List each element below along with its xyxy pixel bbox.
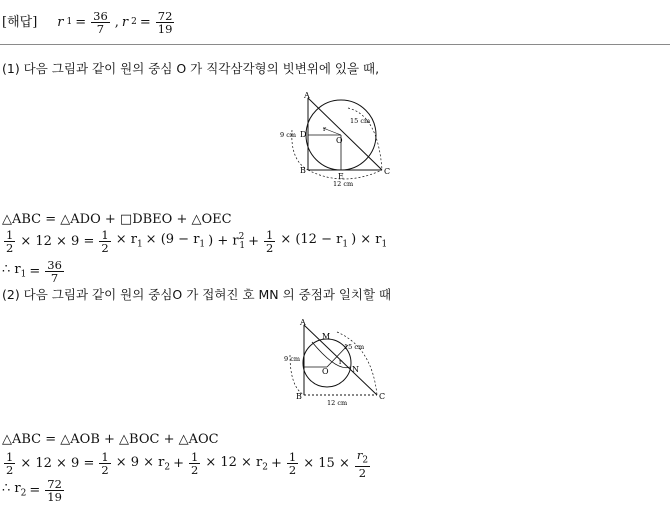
part2-label-b: B	[296, 392, 302, 401]
part2-equation-3: ∴ $r_2$ = $\frac{72}{19}$	[2, 477, 62, 505]
part2-label-c: C	[379, 392, 386, 401]
part1-label-ac: 15 cm	[350, 117, 371, 125]
part1-equation-3: ∴ $r_1$ = $\frac{36}{7}$	[2, 258, 62, 286]
part1-equation-1: △ABC = △ADO + □DBEO + △OEC	[2, 212, 232, 227]
r1-numerator: 36	[93, 9, 108, 23]
part1-figure	[278, 90, 398, 188]
r1-symbol: r	[57, 15, 64, 31]
part2-figure	[282, 317, 402, 409]
part1-side-ac	[308, 98, 382, 170]
r2-denominator: 19	[157, 22, 173, 37]
r1-subscript: 1	[66, 17, 73, 28]
r1-fraction	[91, 10, 110, 35]
r2-symbol: r	[121, 15, 129, 31]
part2-label-bc: 12 cm	[327, 399, 348, 407]
r2-fraction	[156, 10, 175, 35]
part1-equation-2: $\frac{1}{2}$ × 12 × 9 = $\frac{1}{2}$ × $r_1$ × ($9 - r_1$ ) + $r^2_1$ + $\frac{1}{2}$ × ($12 - r_1$ ) × $r_1$	[6, 228, 388, 256]
part2-equation-1: △ABC = △AOB + △BOC + △AOC	[2, 432, 219, 447]
part2-label-ac: 15 cm	[344, 343, 365, 351]
r2-numerator: 72	[157, 9, 173, 23]
part1-label-b: B	[300, 166, 306, 175]
part1-label-ab: 9 cm	[280, 131, 297, 139]
part2-equation-2: $\frac{1}{2}$ × 12 × 9 = $\frac{1}{2}$ × $9 \times r_2$ + $\frac{1}{2}$ × $12 \times r_2$ + $\frac{1}{2}$ × 15 × $\frac{r_2}{2}$	[6, 448, 369, 480]
part1-title: (1) 다음 그림과 같이 원의 중심 O 가 직각삼각형의 빗변위에 있을 때,	[2, 61, 380, 76]
part2-label-a: A	[300, 318, 306, 327]
part1-label-d: D	[300, 130, 307, 139]
part1-label-r: r	[323, 125, 327, 133]
r2-subscript: 2	[131, 17, 137, 28]
r1-denominator: 7	[96, 22, 105, 37]
answer-separator: ,	[114, 15, 119, 31]
answer-header: [해답] r 1 = $\frac{36}{7}$ , r 2 = $\frac{72}{19}$	[2, 9, 173, 37]
part2-label-n: N	[352, 365, 359, 374]
answer-label: [해답]	[2, 15, 38, 31]
part1-label-c: C	[384, 167, 391, 176]
part1-label-e: E	[338, 172, 344, 181]
part2-label-ab: 9 cm	[284, 355, 301, 363]
part2-title: (2) 다음 그림과 같이 원의 중심O 가 접혀진 호 MN 의 중점과 일치할 때	[2, 287, 392, 302]
part2-label-o: O	[322, 367, 329, 376]
part2-label-r: r	[339, 358, 343, 366]
part2-label-m: M	[322, 332, 331, 341]
part1-label-a: A	[304, 91, 310, 100]
part1-label-o: O	[336, 136, 343, 145]
part1-label-bc: 12 cm	[333, 180, 354, 188]
divider-line	[0, 44, 670, 45]
